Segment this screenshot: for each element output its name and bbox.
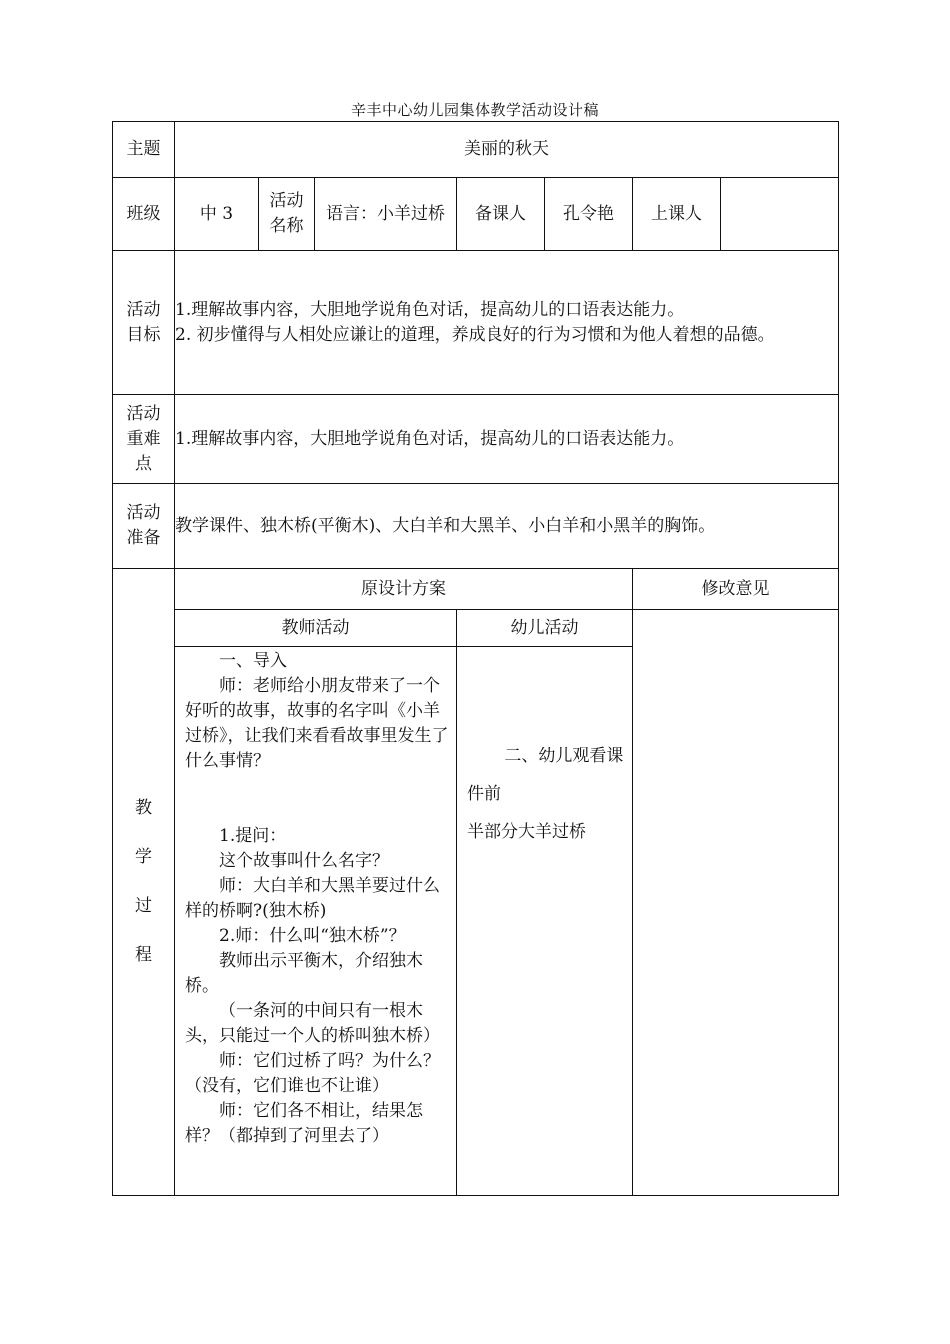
original-plan-header: 原设计方案 xyxy=(175,569,633,610)
teacher-activity-header: 教师活动 xyxy=(175,610,457,647)
key-points-content: 1.理解故事内容，大胆地学说角色对话，提高幼儿的口语表达能力。 xyxy=(175,395,839,484)
class-label: 班级 xyxy=(113,178,175,251)
goals-content xyxy=(175,251,839,395)
goals-label xyxy=(113,251,175,395)
goals-row xyxy=(113,251,839,395)
process-label-char: 程 xyxy=(135,945,152,965)
teacher-line: 师：它们各不相让，结果怎样？（都掉到了河里去了） xyxy=(185,1101,423,1146)
teacher-label: 上课人 xyxy=(633,178,721,251)
preparation-row xyxy=(113,484,839,569)
process-label-char: 教 xyxy=(135,798,152,818)
process-label xyxy=(113,569,175,1196)
goals-label-line1: 活动 xyxy=(126,299,161,320)
process-label-char: 学 xyxy=(135,847,152,867)
key-points-label-line2: 重难 xyxy=(126,428,161,449)
teacher-line: 师：它们过桥了吗？为什么？（没有，它们谁也不让谁） xyxy=(185,1051,440,1096)
class-row xyxy=(113,178,839,251)
key-points-row xyxy=(113,395,839,484)
teacher-line: 2.师：什么叫“独木桥”？ xyxy=(219,926,406,946)
activity-name-value: 语言：小羊过桥 xyxy=(315,178,457,251)
process-subheader-row xyxy=(113,610,839,647)
preparation-content: 教学课件、独木桥(平衡木)、大白羊和大黑羊、小白羊和小黑羊的胸饰。 xyxy=(175,484,839,569)
key-points-label xyxy=(113,395,175,484)
activity-name-label xyxy=(259,178,315,251)
goal-item: 1.理解故事内容，大胆地学说角色对话，提高幼儿的口语表达能力。 xyxy=(175,299,685,320)
teacher-line: 1.提问： xyxy=(219,826,287,846)
activity-name-label-line2: 名称 xyxy=(269,216,304,236)
preparation-label-line2: 准备 xyxy=(126,528,161,548)
revision-header: 修改意见 xyxy=(633,569,839,610)
key-points-label-line3: 点 xyxy=(135,453,152,474)
child-line: 半部分大羊过桥 xyxy=(467,822,586,842)
teacher-line: 师：大白羊和大黑羊要过什么样的桥啊?(独木桥) xyxy=(185,876,440,921)
goal-item: 2. 初步懂得与人相处应谦让的道理，养成良好的行为习惯和为他人着想的品德。 xyxy=(175,324,775,345)
teacher-value xyxy=(721,178,839,251)
teacher-line: （一条河的中间只有一根木头，只能过一个人的桥叫独木桥） xyxy=(185,1001,440,1046)
teacher-activity-content xyxy=(175,647,457,1196)
prepared-by-label: 备课人 xyxy=(457,178,545,251)
topic-row xyxy=(113,122,839,178)
topic-label: 主题 xyxy=(113,122,175,178)
teacher-line: 一、导入 xyxy=(219,651,287,671)
activity-name-label-line1: 活动 xyxy=(269,191,304,211)
child-activity-header: 幼儿活动 xyxy=(457,610,633,647)
class-value: 中 3 xyxy=(175,178,259,251)
teacher-line: 这个故事叫什么名字？ xyxy=(219,851,389,871)
preparation-label xyxy=(113,484,175,569)
prepared-by-value: 孔令艳 xyxy=(545,178,633,251)
teacher-line: 师：老师给小朋友带来了一个好听的故事，故事的名字叫《小羊过桥》，让我们来看看故事里发生了什么事情？ xyxy=(185,676,449,771)
preparation-label-line1: 活动 xyxy=(126,503,161,523)
child-line: 二、幼儿观看课件前 xyxy=(467,746,624,804)
process-label-char: 过 xyxy=(135,896,152,916)
topic-value: 美丽的秋天 xyxy=(175,122,839,178)
key-points-label-line1: 活动 xyxy=(126,403,161,424)
teacher-line: 教师出示平衡木，介绍独木桥。 xyxy=(185,951,423,996)
revision-content xyxy=(633,610,839,1196)
lesson-plan-table xyxy=(112,121,839,1196)
document-title: 辛丰中心幼儿园集体教学活动设计稿 xyxy=(350,101,599,119)
goals-label-line2: 目标 xyxy=(126,324,161,345)
child-activity-content xyxy=(457,647,633,1196)
process-header-row xyxy=(113,569,839,610)
